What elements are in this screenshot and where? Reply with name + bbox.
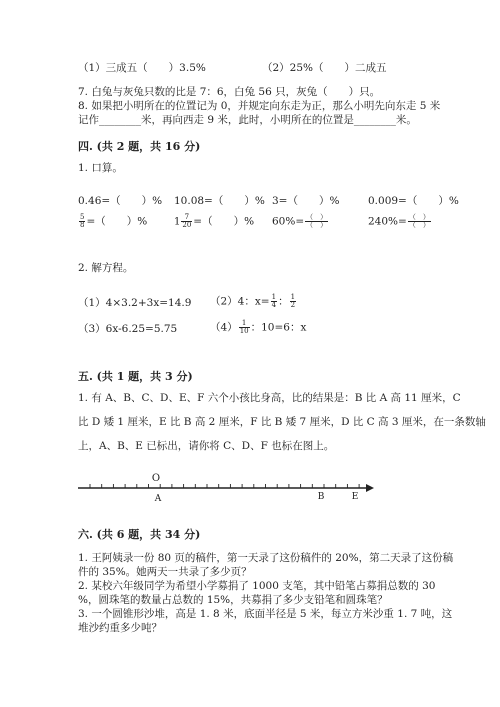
section-6-q2-line-2: %，圆珠笔的数量占总数的 15%，共募捐了多少支铅笔和圆珠笔？ [78, 594, 388, 606]
fraction: $\frac{7}{20}$ [182, 213, 192, 229]
section-6-q2-line-1: 2. 某校六年级同学为希望小学募捐了 1000 支笔，其中铅笔占募捐总数的 30 [78, 580, 436, 592]
number-line [0, 470, 500, 510]
oral-a2: 10.08=（ ）% [174, 195, 265, 207]
fraction: $\frac{( )}{( )}$ [408, 213, 430, 229]
oral-a3: 3=（ ）% [272, 195, 340, 207]
compare-item-1: （1）三成五（ ）3.5% [78, 62, 206, 74]
fraction: $\frac{5}{8}$ [80, 213, 85, 229]
section-4-title: 四. (共 2 题，共 16 分) [78, 140, 201, 153]
oral-a1: 0.46=（ ）% [78, 195, 163, 207]
oral-b4: 240%= $\frac{( )}{( )}$ [368, 213, 430, 229]
oral-b1: $\frac{5}{8}$ =（ ）% [80, 213, 148, 229]
section-6-title: 六. (共 6 题，共 34 分) [78, 528, 201, 541]
equation-1: （1）4×3.2+3x=14.9 [78, 297, 192, 309]
question-7: 7. 白兔与灰兔只数的比是 7：6，白兔 56 只，灰兔（ ）只。 [78, 86, 381, 98]
label-origin: O [151, 473, 161, 484]
section-6-q1-line-2: 件的 35%。她两天一共录了多少页？ [78, 566, 252, 578]
question-8-line-1: 8. 如果把小明所在的位置记为 0，并规定向东走为正，那么小明先向东走 5 米 [78, 100, 441, 112]
section-6-q3-line-1: 3. 一个圆锥形沙堆，高是 1. 8 米，底面半径是 5 米，每立方米沙重 1. 7 吨，这 [78, 608, 453, 620]
equation-2: （2）4：x= $\frac{1}{4}$ ： $\frac{1}{2}$ [210, 293, 296, 309]
section-4-q1-label: 1. 口算。 [78, 162, 123, 174]
section-6-q3-line-2: 堆沙约重多少吨？ [78, 622, 162, 634]
equation-4: （4） $\frac{1}{10}$ ：10=6：x [210, 319, 307, 335]
fraction: $\frac{1}{10}$ [239, 319, 249, 335]
label-b: B [317, 492, 325, 502]
fraction: $\frac{( )}{( )}$ [306, 213, 328, 229]
compare-item-2: （2）25%（ ）二成五 [262, 62, 387, 74]
section-4-q2-label: 2. 解方程。 [78, 262, 134, 274]
equation-3: （3）6x-6.25=5.75 [78, 323, 178, 335]
label-e: E [351, 492, 359, 502]
section-5-title: 五. (共 1 题，共 3 分) [78, 370, 193, 383]
section-5-line-1: 1. 有 A、B、C、D、E、F 六个小孩比身高，比的结果是：B 比 A 高 11 厘米，C [78, 392, 461, 404]
oral-b2: 1 $\frac{7}{20}$ =（ ）% [174, 213, 255, 229]
question-8-line-2: 记作________米，再向西走 9 米，此时，小明所在的位置是________米。 [78, 114, 417, 126]
fraction: $\frac{1}{4}$ [271, 293, 277, 309]
arrow-head-icon [366, 484, 374, 492]
label-a: A [154, 494, 162, 504]
oral-b3: 60%= $\frac{( )}{( )}$ [272, 213, 328, 229]
fraction: $\frac{1}{2}$ [290, 293, 296, 309]
section-6-q1-line-1: 1. 王阿姨录一份 80 页的稿件，第一天录了这份稿件的 20%，第二天录了这份稿 [78, 552, 454, 564]
oral-a4: 0.009=（ ）% [368, 195, 459, 207]
section-5-line-3: 上，A、B、E 已标出，请你将 C、D、F 也标在图上。 [78, 440, 335, 452]
section-5-line-2: 比 D 矮 1 厘米，E 比 B 高 2 厘米，F 比 B 矮 7 厘米，D 比 C 高 3 厘米，在一条数轴 [78, 416, 486, 428]
